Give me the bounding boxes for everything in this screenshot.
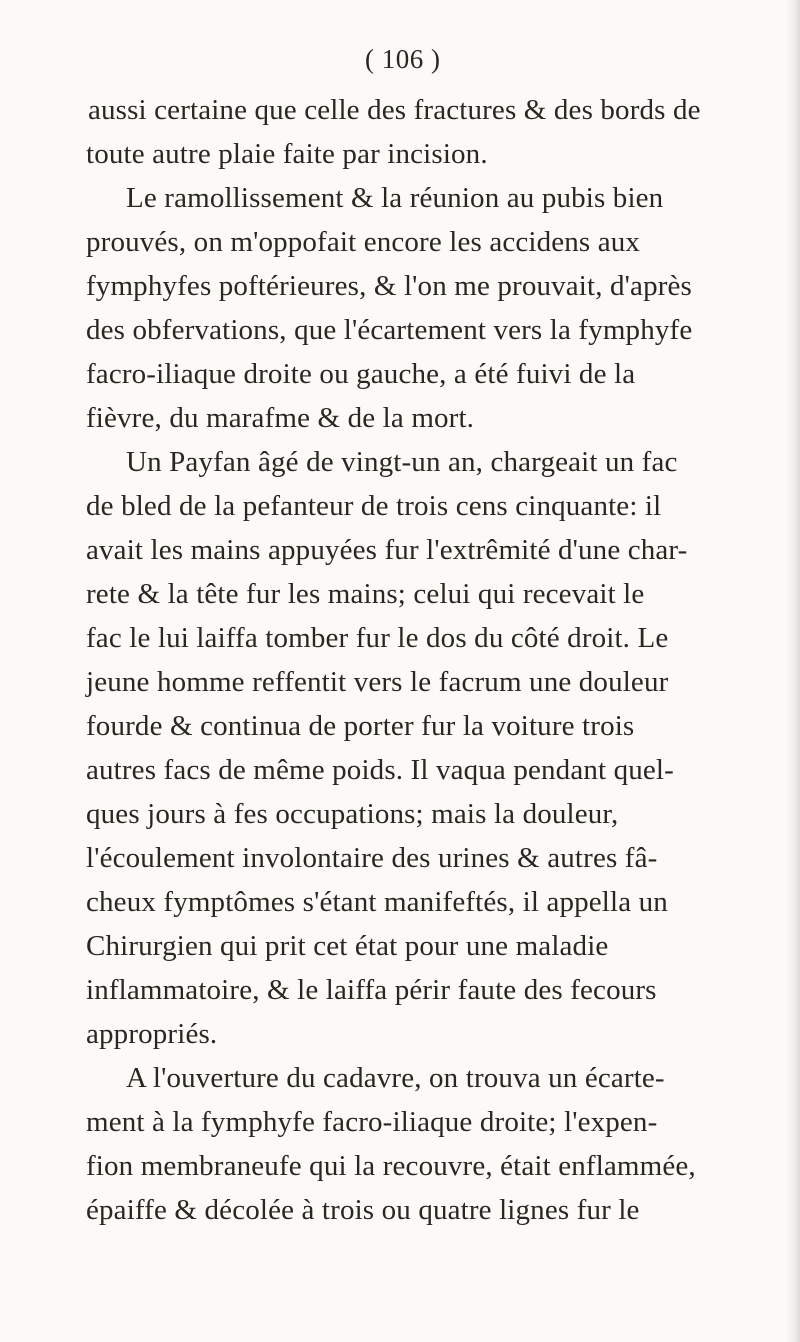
text-line: Chirurgien qui prit cet état pour une maladie: [86, 930, 609, 962]
text-line: toute autre plaie faite par incision.: [86, 138, 488, 170]
text-line: de bled de la pefanteur de trois cens cinquante: il: [86, 490, 662, 522]
text-line: inflammatoire, & le laiffa périr faute des fecours: [86, 974, 657, 1006]
text-line: prouvés, on m'oppofait encore les accidens aux: [86, 226, 641, 258]
text-line: fourde & continua de porter fur la voiture trois: [86, 710, 635, 742]
text-line: aussi certaine que celle des fractures & des bords de: [88, 94, 701, 126]
page-number: ( 106 ): [365, 44, 441, 74]
text-line: A l'ouverture du cadavre, on trouva un écarte-: [126, 1062, 665, 1094]
text-line: Un Payfan âgé de vingt-un an, chargeait un fac: [126, 446, 678, 478]
text-line: rete & la tête fur les mains; celui qui recevait le: [86, 578, 645, 610]
text-line: fion membraneufe qui la recouvre, était enflammée,: [86, 1150, 696, 1182]
text-line: Le ramollissement & la réunion au pubis bien: [126, 182, 664, 214]
text-line: cheux fymptômes s'étant manifeftés, il appella un: [86, 886, 668, 918]
text-line: autres facs de même poids. Il vaqua pendant quel-: [86, 754, 674, 786]
page-edge-shadow: [786, 0, 800, 1342]
text-line: ques jours à fes occupations; mais la douleur,: [86, 798, 619, 830]
text-line: facro-iliaque droite ou gauche, a été fuivi de la: [86, 358, 636, 390]
text-line: des obfervations, que l'écartement vers la fymphyfe: [86, 314, 693, 346]
text-line: fymphyfes poftérieures, & l'on me prouvait, d'après: [86, 270, 692, 302]
text-line: appropriés.: [86, 1018, 218, 1050]
text-line: avait les mains appuyées fur l'extrêmité d'une char-: [86, 534, 688, 566]
text-line: ment à la fymphyfe facro-iliaque droite; l'expen-: [86, 1106, 658, 1138]
text-line: l'écoulement involontaire des urines & autres fâ-: [86, 842, 658, 874]
text-line: fièvre, du marafme & de la mort.: [86, 402, 475, 434]
text-line: fac le lui laiffa tomber fur le dos du côté droit. Le: [86, 622, 669, 654]
text-line: épaiffe & décolée à trois ou quatre lignes fur le: [86, 1194, 640, 1226]
text-line: jeune homme reffentit vers le facrum une douleur: [86, 666, 669, 698]
